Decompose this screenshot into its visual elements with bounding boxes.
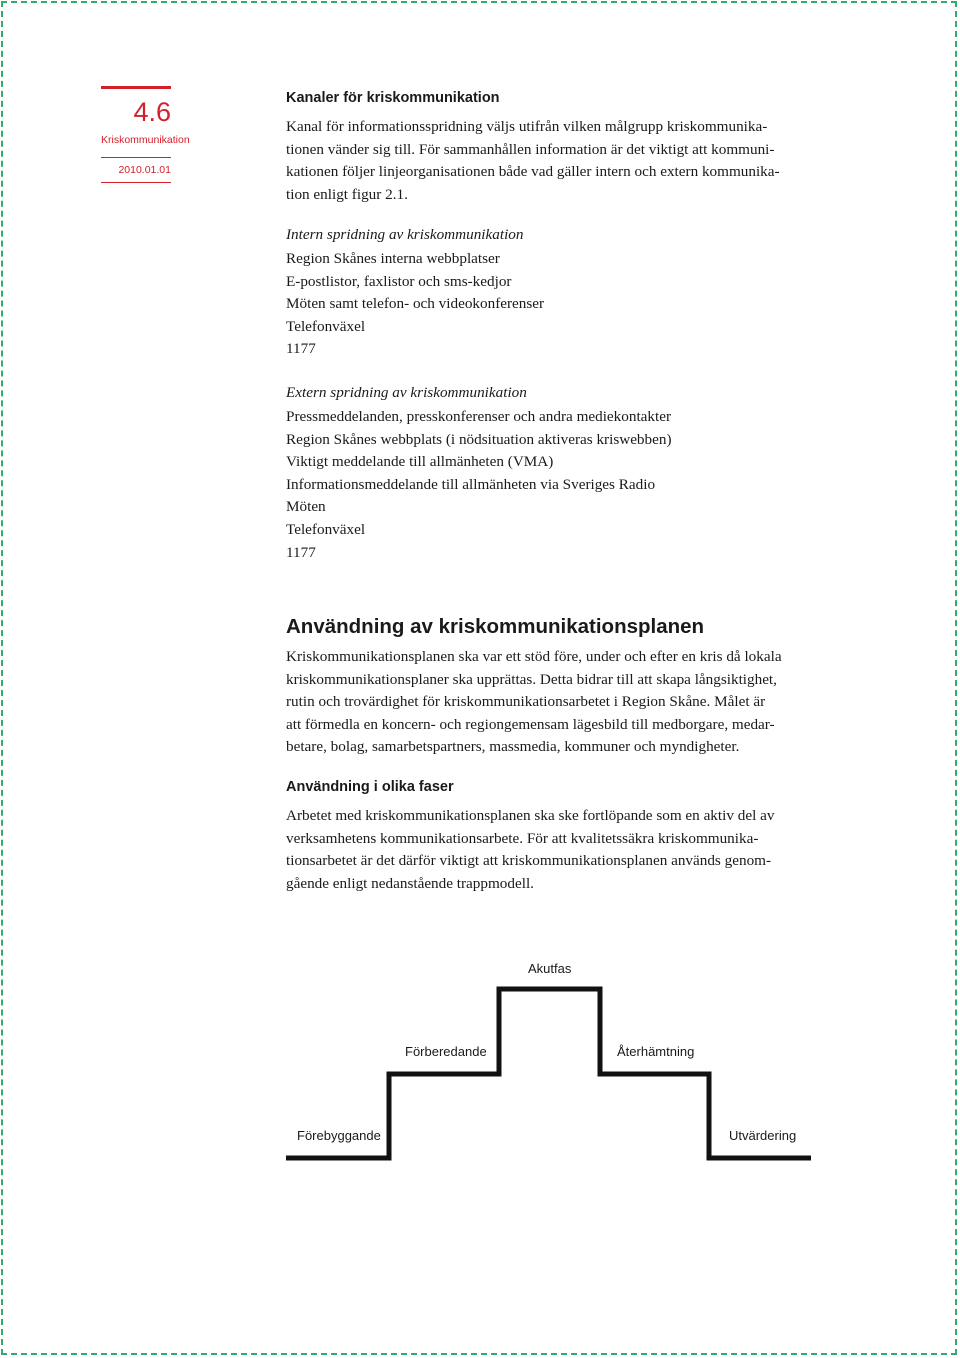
label-forebyggande: Förebyggande [297, 1128, 381, 1143]
intro-line: Kanal för informationsspridning väljs utifrån vilken målgrupp kriskommunika- [286, 118, 768, 135]
intro-line: tion enligt figur 2.1. [286, 185, 408, 203]
phases-line: Arbetet med kriskommunikationsplanen ska ske fortlöpande som en aktiv del av [286, 807, 775, 824]
label-forberedande: Förberedande [405, 1044, 487, 1059]
channels-heading: Kanaler för kriskommunikation [286, 90, 500, 106]
external-item: Telefonväxel [286, 520, 366, 538]
external-item: Viktigt meddelande till allmänheten (VMA) [286, 453, 554, 471]
section-title: Kriskommunikation [101, 134, 190, 146]
phases-heading: Användning i olika faser [286, 779, 454, 795]
internal-item: 1177 [286, 340, 316, 358]
phases-line: tionsarbetet är det därför viktigt att kriskommunikationsplanen används genom- [286, 852, 772, 869]
external-item: Möten [286, 498, 326, 516]
internal-item: Region Skånes interna webbplatser [286, 250, 500, 267]
intro-line: tionen vänder sig till. För sammanhållen information är det viktigt att kommuni- [286, 140, 775, 158]
label-utvardering: Utvärdering [729, 1128, 797, 1143]
external-item: Region Skånes webbplats (i nödsituation aktiveras kriswebben) [286, 430, 672, 448]
internal-item: Telefonväxel [286, 317, 366, 335]
internal-heading: Intern spridning av kriskommunikation [286, 226, 524, 243]
label-aterhamtning: Återhämtning [617, 1044, 695, 1059]
internal-item: E-postlistor, faxlistor och sms-kedjor [286, 272, 512, 290]
external-item: 1177 [286, 543, 316, 561]
phases-line: gående enligt nedanstående trappmodell. [286, 874, 534, 892]
usage-line: att förmedla en koncern- och regiongemensam lägesbild till medborgare, medar- [286, 715, 775, 733]
external-heading: Extern spridning av kriskommunikation [286, 384, 527, 401]
section-number: 4.6 [133, 97, 171, 127]
phases-line: verksamhetens kommunikationsarbete. För att kvalitetssäkra kriskommunika- [286, 829, 759, 847]
internal-item: Möten samt telefon- och videokonferenser [286, 295, 545, 313]
section-date: 2010.01.01 [118, 164, 171, 176]
usage-line: rutin och trovärdighet för kriskommunikationsarbetet i Region Skåne. Målet är [286, 693, 766, 710]
external-item: Pressmeddelanden, presskonferenser och andra mediekontakter [286, 408, 672, 425]
usage-line: betare, bolag, samarbetspartners, massmedia, kommuner och myndigheter. [286, 738, 740, 755]
usage-line: kriskommunikationsplaner ska upprättas. Detta bidrar till att skapa långsiktighet, [286, 670, 777, 688]
label-akutfas: Akutfas [528, 961, 572, 976]
intro-line: kationen följer linjeorganisationen både vad gäller intern och extern kommunika- [286, 163, 780, 180]
usage-heading: Användning av kriskommunikationsplanen [286, 615, 705, 638]
usage-line: Kriskommunikationsplanen ska var ett stöd före, under och efter en kris då lokala [286, 648, 782, 665]
external-item: Informationsmeddelande till allmänheten via Sveriges Radio [286, 475, 656, 493]
